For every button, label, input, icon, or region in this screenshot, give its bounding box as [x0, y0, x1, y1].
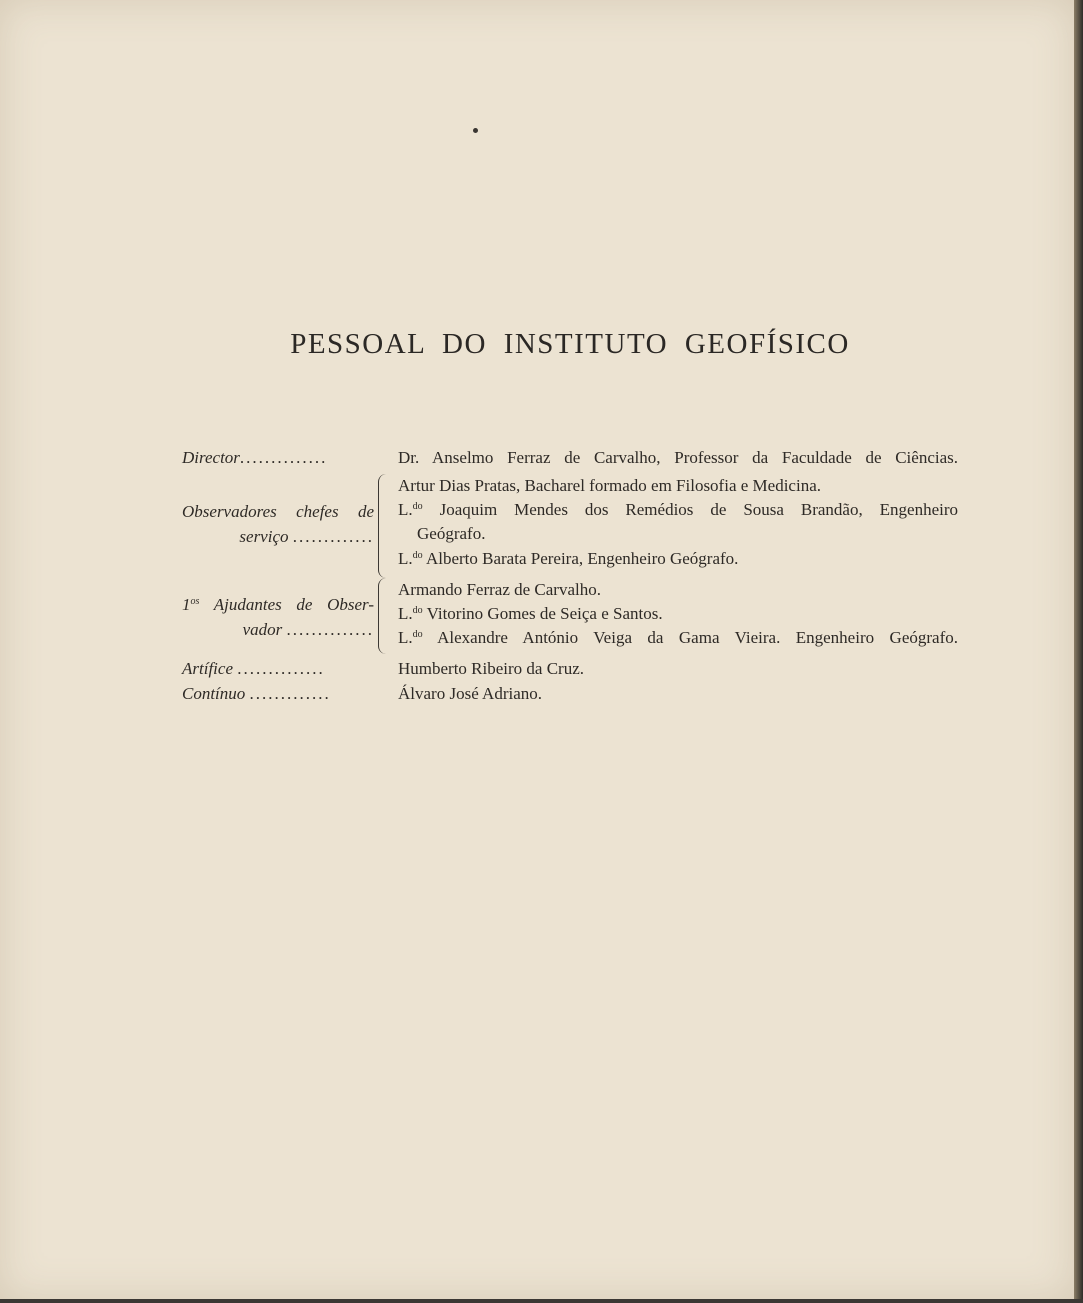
leader-dots: ..............	[239, 448, 328, 467]
observadores-value-3: Geógrafo.	[417, 524, 486, 543]
bracket-brace	[378, 474, 393, 578]
page-edge-bottom	[0, 1299, 1083, 1303]
page-edge-right	[1074, 0, 1083, 1303]
ajudantes-value-2: L.$^{do}$ Vitorino Gomes de Seiça e Santos.	[398, 604, 663, 623]
continuo-label: Contínuo .............	[182, 684, 331, 703]
page-title: PESSOAL DO INSTITUTO GEOFÍSICO	[290, 328, 850, 360]
ajudantes-value-1: Armando Ferraz de Carvalho.	[398, 580, 601, 599]
ajudantes-label-line2: vador ..............	[242, 620, 374, 639]
artifice-label: Artífice ..............	[182, 659, 325, 678]
ajudantes-value-3: L.$^{do}$ Alexandre António Veiga da Gama Vieira. Engenheiro Geógrafo.	[398, 628, 958, 647]
leader-dots: .............	[249, 684, 331, 703]
director-label: Director..............	[182, 448, 328, 467]
observadores-value-4: L.$^{do}$ Alberto Barata Pereira, Engenheiro Geógrafo.	[398, 549, 739, 568]
leader-dots: ..............	[237, 659, 325, 678]
observadores-label-line2: serviço .............	[239, 527, 374, 546]
observadores-value-2: L.$^{do}$ Joaquim Mendes dos Remédios de Sousa Brandão, Engenheiro	[398, 500, 958, 519]
leader-dots: ..............	[286, 620, 374, 639]
artifice-value: Humberto Ribeiro da Cruz.	[398, 659, 585, 678]
director-value: Dr. Anselmo Ferraz de Carvalho, Professor da Faculdade de Ciências.	[398, 448, 958, 467]
observadores-label-line1: Observadores chefes de	[182, 502, 374, 521]
ink-dot	[473, 128, 478, 133]
bracket-brace	[378, 578, 393, 654]
ajudantes-label-line1: $1^{os}$ Ajudantes de Obser-	[182, 595, 374, 614]
leader-dots: .............	[292, 527, 374, 546]
continuo-value: Álvaro José Adriano.	[398, 684, 543, 703]
observadores-value-1: Artur Dias Pratas, Bacharel formado em Filosofia e Medicina.	[398, 476, 821, 495]
